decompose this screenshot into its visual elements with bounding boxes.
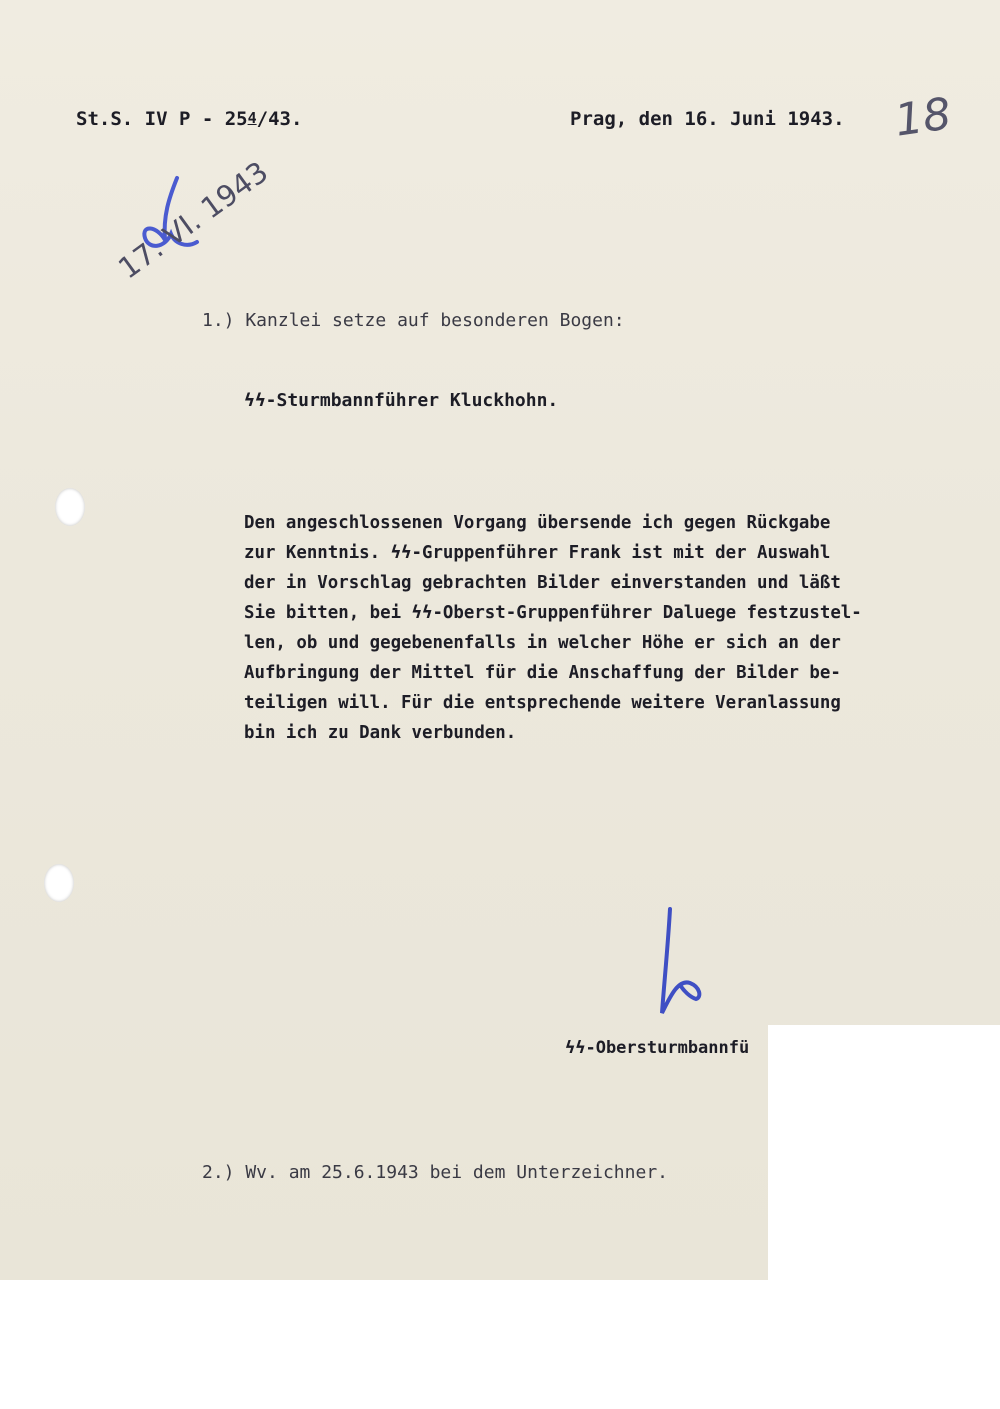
body-line: Aufbringung der Mittel für die Anschaffung der Bilder be- xyxy=(244,663,841,683)
body-line: der in Vorschlag gebrachten Bilder einverstanden und läßt xyxy=(244,573,841,593)
addressee-line: ϟϟ-Sturmbannführer Kluckhohn. xyxy=(244,390,559,411)
body-line: teiligen will. Für die entsprechende weitere Veranlassung xyxy=(244,693,841,713)
letter-body xyxy=(244,508,862,748)
signature-rank: ϟϟ-Obersturmbannfü xyxy=(565,1038,750,1058)
handwritten-signature xyxy=(648,905,718,1025)
punch-hole-top xyxy=(55,488,85,526)
body-line: Den angeschlossenen Vorgang übersende ich gegen Rückgabe xyxy=(244,513,831,533)
body-line: bin ich zu Dank verbunden. xyxy=(244,723,517,743)
body-line: Sie bitten, bei ϟϟ-Oberst-Gruppenführer Daluege festzustel- xyxy=(244,603,862,623)
reference-number: St.S. IV P - $25^4/43$. xyxy=(76,108,303,130)
instruction-item-2: 2.) Wv. am 25.6.1943 bei dem Unterzeichner. xyxy=(202,1162,668,1183)
body-line: len, ob und gegebenenfalls in welcher Höhe er sich an der xyxy=(244,633,841,653)
instruction-item-1: 1.) Kanzlei setze auf besonderen Bogen: xyxy=(202,310,625,331)
place-date: Prag, den 16. Juni 1943. xyxy=(570,108,845,130)
scan-margin-right xyxy=(768,1025,1000,1409)
punch-hole-bottom xyxy=(44,864,74,902)
body-line: zur Kenntnis. ϟϟ-Gruppenführer Frank ist mit der Auswahl xyxy=(244,543,831,563)
received-date-stamp: 17. VI. 1943 xyxy=(112,154,275,286)
folio-number: 18 xyxy=(891,88,955,147)
